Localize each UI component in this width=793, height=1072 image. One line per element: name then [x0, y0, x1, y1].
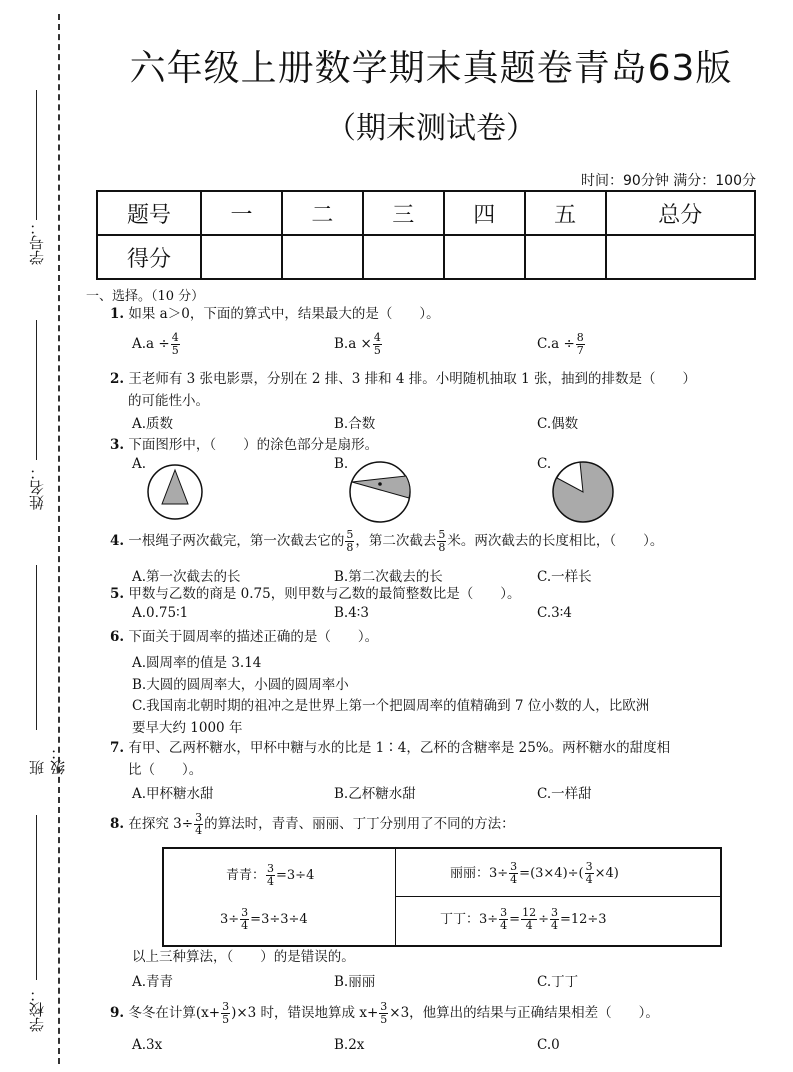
q9-option-b[interactable]: B.2x	[334, 1037, 365, 1053]
score-cell[interactable]	[444, 235, 525, 279]
score-table	[96, 190, 756, 280]
q6-option-b[interactable]: B.大圆的圆周率大，小圆的圆周率小	[132, 677, 349, 693]
q2-option-b[interactable]: B.合数	[334, 416, 376, 432]
score-cell[interactable]	[525, 235, 606, 279]
q6-option-a[interactable]: A.圆周率的值是 3.14	[132, 655, 262, 671]
method-qingqing: 青青： $\frac{3}{4}$ =3÷4	[226, 862, 315, 888]
q8-option-c[interactable]: C.丁丁	[537, 974, 579, 990]
name-field	[18, 320, 48, 510]
q7-option-b[interactable]: B.乙杯糖水甜	[334, 786, 416, 802]
question-8: 8. 在探究 3÷ $\frac{3}{4}$ 的算法时，青青、丽丽、丁丁分别用了不同的方法：	[110, 811, 515, 837]
q1-option-a[interactable]: A.a ÷ $\frac{4}{5}$	[132, 331, 179, 357]
cut-line	[58, 14, 60, 1064]
q3-figure-a	[145, 462, 205, 522]
q8-option-b[interactable]: B.丽丽	[334, 974, 376, 990]
class-label: 班级：	[28, 745, 67, 775]
question-1: 1. 如果 a＞0，下面的算式中，结果最大的是（ ）。	[110, 306, 440, 322]
page-title: 六年级上册数学期末真题卷青岛63版	[129, 48, 733, 89]
q7-option-a[interactable]: A.甲杯糖水甜	[132, 786, 214, 802]
question-8-prompt: 以上三种算法，（ ）的是错误的。	[132, 949, 355, 965]
question-4: 4. 一根绳子两次截完，第一次截去它的 $\frac{5}{8}$ ，第二次截去 $\frac{5}{8}$ 米。两次截去的长度相比，（ ）。	[110, 528, 664, 554]
q9-option-c[interactable]: C.0	[537, 1037, 560, 1053]
score-row-label: 得分	[97, 235, 201, 279]
q3-option-c[interactable]: C.	[537, 456, 552, 472]
header-cell: 总分	[606, 191, 755, 235]
page-subtitle: （期末测试卷）	[326, 111, 536, 146]
section-title: 一、选择。（10 分）	[86, 289, 205, 304]
method-lili: 丽丽：3÷ $\frac{3}{4}$ =(3×4)÷( $\frac{3}{4}$ ×4)	[450, 860, 619, 886]
q3-figure-b	[346, 458, 414, 526]
binding-margin	[0, 0, 70, 1072]
q1-option-b[interactable]: B.a × $\frac{4}{5}$	[334, 331, 381, 357]
score-cell[interactable]	[201, 235, 282, 279]
question-2: 2. 王老师有 3 张电影票，分别在 2 排、3 排和 4 排。小明随机抽取 1 张，抽到的排数是（ ） 的可能性小。	[110, 371, 696, 409]
q3-option-a[interactable]: A.	[132, 456, 147, 472]
question-6: 6. 下面关于圆周率的描述正确的是（ ）。	[110, 629, 379, 645]
q5-option-c[interactable]: C.3∶4	[537, 605, 572, 621]
header-cell: 五	[525, 191, 606, 235]
q5-option-b[interactable]: B.4∶3	[334, 605, 369, 621]
header-cell: 四	[444, 191, 525, 235]
school-label: 学校：	[28, 987, 46, 1032]
method-dingding: 丁丁：3÷ $\frac{3}{4}$ = $\frac{12}{4}$ ÷ $\frac{3}{4}$ =12÷3	[440, 906, 607, 932]
question-7: 7. 有甲、乙两杯糖水，甲杯中糖与水的比是 1∶4，乙杯的含糖率是 25%。两杯糖水的甜度相 比（ ）。	[110, 740, 671, 778]
q5-option-a[interactable]: A.0.75∶1	[132, 605, 189, 621]
student-id-label: 学号：	[28, 220, 46, 265]
methods-table	[162, 847, 722, 947]
question-9: 9. 冬冬在计算(x+ $\frac{3}{5}$ )×3 时，错误地算成 x+ $\frac{3}{5}$ ×3，他算出的结果与正确结果相差（ ）。	[110, 1000, 659, 1026]
header-cell: 三	[363, 191, 444, 235]
name-label: 姓名：	[28, 465, 46, 510]
q3-option-b[interactable]: B.	[334, 456, 349, 472]
header-cell: 二	[282, 191, 363, 235]
q7-option-c[interactable]: C.一样甜	[537, 786, 592, 802]
time-info: 时间：90分钟 满分：100分	[581, 173, 756, 189]
score-cell[interactable]	[606, 235, 755, 279]
q4-option-c[interactable]: C.一样长	[537, 569, 592, 585]
school-field	[18, 815, 48, 1045]
student-id-field	[18, 90, 48, 270]
question-3: 3. 下面图形中，（ ）的涂色部分是扇形。	[110, 437, 379, 453]
header-cell: 题号	[97, 191, 201, 235]
q8-option-a[interactable]: A.青青	[132, 974, 174, 990]
class-field	[18, 565, 67, 775]
q1-option-c[interactable]: C.a ÷ $\frac{8}{7}$	[537, 331, 584, 357]
score-cell[interactable]	[282, 235, 363, 279]
q4-option-a[interactable]: A.第一次截去的长	[132, 569, 241, 585]
header-cell: 一	[201, 191, 282, 235]
q3-figure-c	[549, 458, 617, 526]
score-header-row	[97, 191, 755, 235]
question-5: 5. 甲数与乙数的商是 0.75，则甲数与乙数的最简整数比是（ ）。	[110, 586, 521, 602]
method-qingqing-2: 3÷ $\frac{3}{4}$ =3÷3÷4	[220, 906, 308, 932]
q6-option-c[interactable]: C.我国南北朝时期的祖冲之是世界上第一个把圆周率的值精确到 7 位小数的人，比欧洲 要早大约 1000 年	[132, 698, 650, 736]
q2-option-a[interactable]: A.质数	[132, 416, 174, 432]
score-cell[interactable]	[363, 235, 444, 279]
q2-option-c[interactable]: C.偶数	[537, 416, 579, 432]
q9-option-a[interactable]: A.3x	[132, 1037, 163, 1053]
q4-option-b[interactable]: B.第二次截去的长	[334, 569, 443, 585]
score-row	[97, 235, 755, 279]
